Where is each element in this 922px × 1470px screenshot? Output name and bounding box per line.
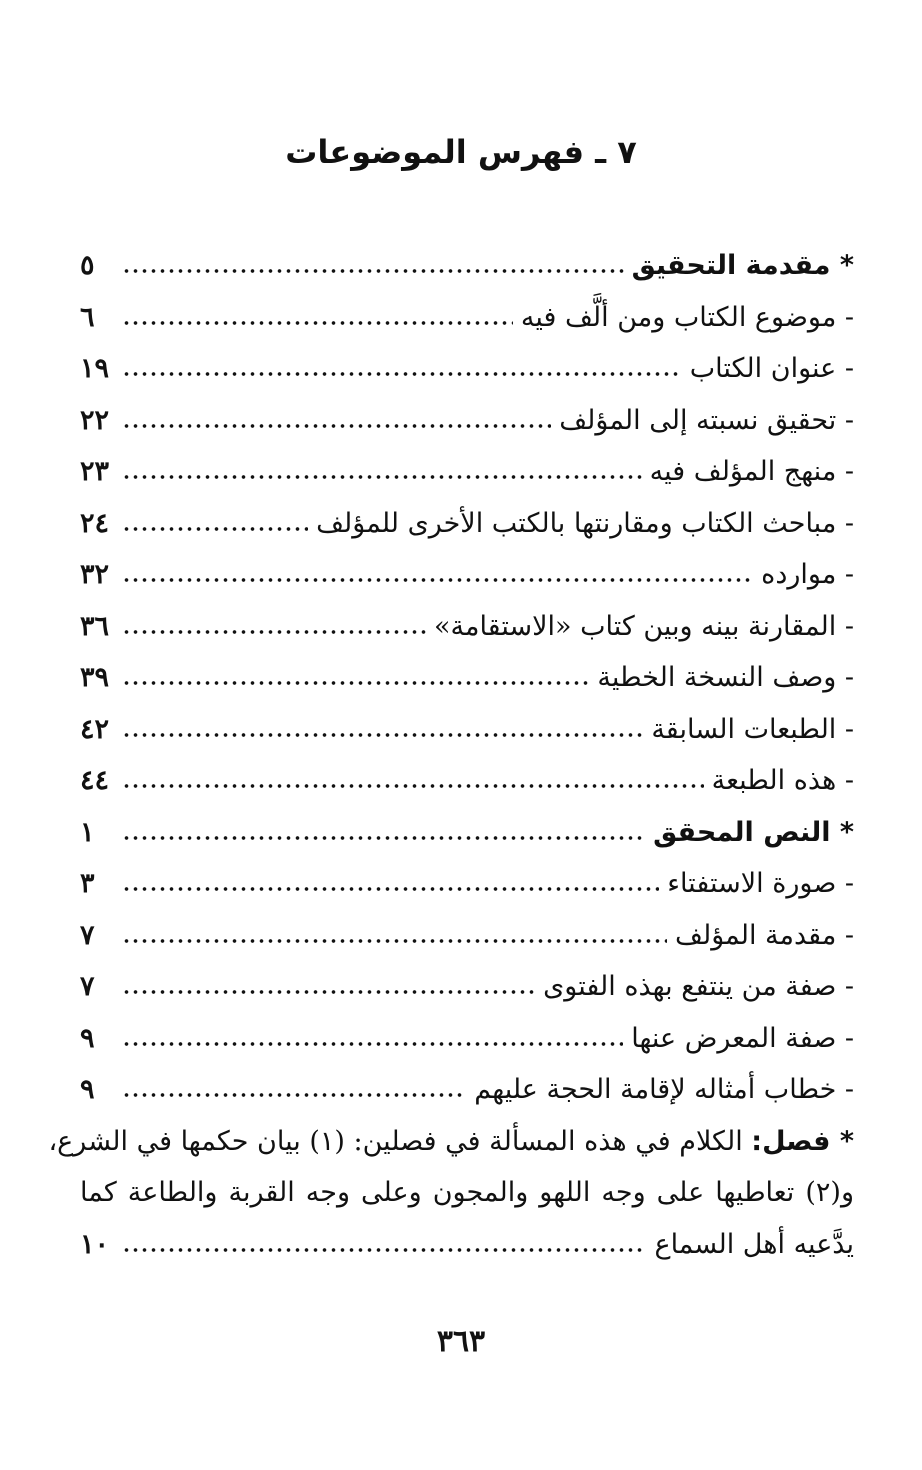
dot-leader [122, 819, 645, 846]
dot-leader [122, 304, 513, 331]
dot-leader [122, 922, 667, 949]
toc-entry-label: - مباحث الكتاب ومقارنتها بالكتب الأخرى للمؤلف [316, 507, 854, 539]
dot-leader [122, 613, 426, 640]
dot-leader [122, 407, 551, 434]
toc-page-number: ٩ [80, 1022, 95, 1054]
toc-entry [80, 652, 854, 704]
toc-entry-label: - مقدمة المؤلف [675, 919, 854, 951]
dot-leader [122, 355, 682, 382]
toc-entry-label: - وصف النسخة الخطية [597, 662, 854, 694]
toc-page-number: ٢٤ [80, 507, 110, 539]
toc-entry [80, 704, 854, 756]
toc-entry-label: و(٢) تعاطيها على وجه اللهو والمجون وعلى وجه القربة والطاعة كما [80, 1177, 854, 1208]
dot-leader [122, 561, 753, 588]
toc-entry-wrapped-line [80, 1167, 854, 1219]
toc-entry-label: - الطبعات السابقة [651, 713, 854, 745]
toc-entry-wrapped-line [48, 1116, 854, 1168]
toc-page-number: ١٠ [80, 1228, 110, 1260]
toc-entry-label: - هذه الطبعة [711, 765, 854, 797]
toc-page-number: ٧ [80, 971, 95, 1003]
toc-section-heading: * النص المحقق [653, 816, 854, 848]
toc-page-number: ٢٢ [80, 404, 110, 436]
toc-page-number: ١٩ [80, 353, 110, 385]
toc-page-number: ٣٦ [80, 610, 110, 642]
toc-page-number: ٦ [80, 301, 95, 333]
dot-leader [122, 664, 589, 691]
toc-page-number: ٢٣ [80, 456, 110, 488]
toc-page-number: ٣ [80, 868, 95, 900]
dot-leader [122, 1076, 466, 1103]
dot-leader [122, 767, 704, 794]
toc-entry [80, 1064, 854, 1116]
toc-entry-label: - عنوان الكتاب [689, 353, 854, 385]
toc-entry [80, 446, 854, 498]
toc-entry [80, 961, 854, 1013]
toc-section-heading: * مقدمة التحقيق [631, 250, 854, 282]
dot-leader [122, 1025, 623, 1052]
toc-entry [80, 549, 854, 601]
toc-entry-label: - تحقيق نسبته إلى المؤلف [559, 404, 854, 436]
toc-entry [80, 601, 854, 653]
toc-page-number: ٧ [80, 919, 95, 951]
dot-leader [122, 510, 308, 537]
dot-leader [122, 1231, 646, 1258]
toc-entry [80, 755, 854, 807]
toc-page-number: ١ [80, 816, 95, 848]
toc-entry [80, 1013, 854, 1065]
toc-section-heading: * فصل: [751, 1125, 854, 1157]
toc-entry-label: الكلام في هذه المسألة في فصلين: (١) بيان حكمها في الشرع، [48, 1125, 743, 1157]
toc-entry [80, 292, 854, 344]
toc-entry-label: - موضوع الكتاب ومن ألَّف فيه [520, 301, 854, 333]
toc-entry-label: - موارده [761, 559, 854, 591]
toc-page-number: ٩ [80, 1074, 95, 1106]
toc-entry [80, 858, 854, 910]
toc-entry-label: - المقارنة بينه وبين كتاب «الاستقامة» [433, 610, 854, 642]
toc-entry-label: يدَّعيه أهل السماع [654, 1228, 854, 1260]
toc-page-number: ٤٢ [80, 713, 110, 745]
dot-leader [122, 252, 624, 279]
toc-page-number: ٥ [80, 250, 95, 282]
toc-entry [80, 240, 854, 292]
dot-leader [122, 458, 642, 485]
toc-entry-label: - منهج المؤلف فيه [649, 456, 854, 488]
page-number: ٣٦٣ [436, 1324, 486, 1359]
toc-entry-label: - صورة الاستفتاء [667, 868, 854, 900]
toc-entry [80, 498, 854, 550]
toc-entry-label: - صفة المعرض عنها [631, 1022, 854, 1054]
toc-entry [80, 910, 854, 962]
toc-entry [80, 395, 854, 447]
toc-entry-label: - خطاب أمثاله لإقامة الحجة عليهم [474, 1074, 854, 1106]
page-title: ٧ ـ فهرس الموضوعات [285, 133, 637, 171]
toc-page-number: ٤٤ [80, 765, 110, 797]
toc-entry [80, 807, 854, 859]
toc-page-number: ٣٩ [80, 662, 110, 694]
dot-leader [122, 716, 643, 743]
toc-page-number: ٣٢ [80, 559, 110, 591]
toc-entry [80, 1219, 854, 1271]
toc-entry [80, 343, 854, 395]
dot-leader [122, 973, 535, 1000]
toc-entry-label: - صفة من ينتفع بهذه الفتوى [543, 971, 854, 1003]
dot-leader [122, 870, 659, 897]
table-of-contents [48, 240, 854, 1270]
